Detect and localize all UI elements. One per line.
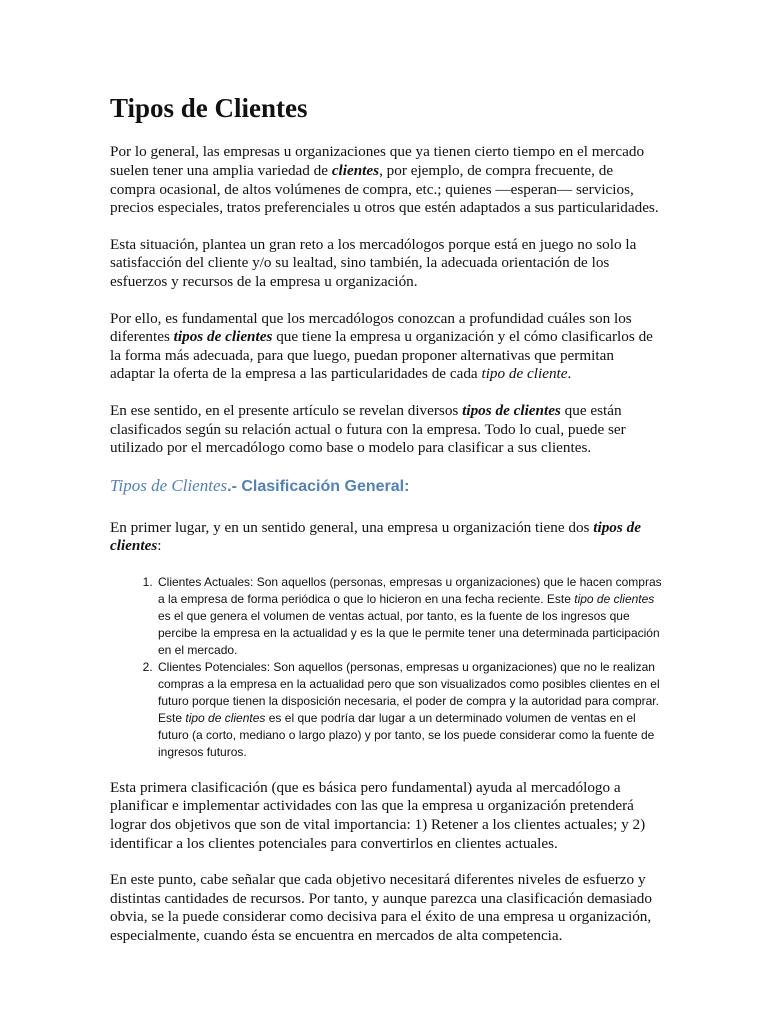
text-run: . bbox=[567, 365, 572, 383]
list-item-current-clients bbox=[156, 574, 662, 659]
emphasis-text: clientes bbox=[331, 161, 380, 179]
paragraph-challenge: Esta situación, plantea un gran reto a los mercadólogos porque está en juego no solo la satisfacción del cliente y/o su lealtad, sino también, la adecuada orientación de los esfuerzos y recursos de la empresa u organización. bbox=[110, 235, 637, 290]
paragraph-objectives: Esta primera clasificación (que es básica pero fundamental) ayuda al mercadólogo a planificar e implementar actividades con las que la empresa u organización pretenderá lograr dos objetivos que son de vital importancia: 1) Retener a los clientes actuales; y 2) identificar a los clientes potenciales para convertirlos en clientes actuales. bbox=[110, 778, 646, 852]
text-run: Clientes Potenciales: Son aquellos (personas, empresas u organizaciones) que no le realizan compras a la empresa en la actualidad pero que son visualizados como posibles clientes en el futuro porque tienen la disposición necesaria, el poder de compra y la autoridad para comprar. Este bbox=[158, 659, 660, 725]
text-run: que están clasificados según su relación actual o futura con la empresa. Todo lo cual, puede ser utilizado por el mercadólogo como base o modelo para clasificar a sus clientes. bbox=[110, 401, 626, 457]
list-item-potential-clients bbox=[156, 659, 662, 761]
paragraph-importance bbox=[110, 310, 662, 384]
heading-italic-part: Tipos de Clientes bbox=[110, 475, 228, 495]
emphasis-text: tipos de clientes bbox=[110, 518, 641, 555]
text-run: que tiene la empresa u organización y el cómo clasificarlos de la forma más adecuada, para que luego, puedan proponer alternativas que permitan adaptar la oferta de la empresa a las particularidades de cada bbox=[110, 328, 653, 383]
text-run: es el que podría dar lugar a un determinado volumen de ventas en el futuro (a corto, mediano o largo plazo) y por tanto, se los puede considerar como la fuente de ingresos futuros. bbox=[158, 710, 655, 759]
italic-text: tipo de clientes bbox=[185, 710, 266, 725]
emphasis-text: tipos de clientes bbox=[462, 401, 561, 419]
text-run: es el que genera el volumen de ventas actual, por tanto, es la fuente de los ingresos que percibe la empresa en la actualidad y es la que le permite tener una determinada participación en el mercado. bbox=[158, 608, 660, 657]
text-run: , por ejemplo, de compra frecuente, de compra ocasional, de altos volúmenes de compra, etc.; quienes —esperan— servicios, precios especiales, tratos preferenciales u otros que estén adaptados a sus particularidades. bbox=[110, 161, 659, 217]
text-run: Clientes Actuales: Son aquellos (personas, empresas u organizaciones) que le hacen compras a la empresa de forma periódica o que lo hicieron en una fecha reciente. Este bbox=[158, 574, 662, 606]
page-title: Tipos de Clientes bbox=[110, 93, 308, 123]
paragraph-intro bbox=[110, 143, 662, 217]
heading-text-part: .- Clasificación General: bbox=[227, 477, 410, 495]
text-run: Por ello, es fundamental que los mercadólogos conozcan a profundidad cuáles son los diferentes bbox=[110, 309, 632, 346]
emphasis-text: tipos de clientes bbox=[173, 328, 273, 346]
paragraph-general bbox=[110, 519, 662, 556]
italic-text: tipo de cliente bbox=[481, 365, 568, 383]
text-run: En primer lugar, y en un sentido general, una empresa u organización tiene dos bbox=[110, 518, 594, 536]
text-run: En ese sentido, en el presente artículo se revelan diversos bbox=[110, 401, 463, 419]
text-run: Por lo general, las empresas u organizaciones que ya tienen cierto tiempo en el mercado suelen tener una amplia variedad de bbox=[110, 143, 645, 179]
article-body bbox=[110, 92, 662, 964]
client-types-list bbox=[110, 574, 662, 761]
italic-text: tipo de clientes bbox=[574, 591, 655, 606]
text-run: : bbox=[157, 537, 162, 555]
paragraph-conclusion: En este punto, cabe señalar que cada objetivo necesitará diferentes niveles de esfuerzo y distintas cantidades de recursos. Por tanto, y aunque parezca una clasificación demasiado obvia, se la puede considerar como decisiva para el éxito de una empresa u organización, especialmente, cuando ésta se encuentra en mercados de alta competencia. bbox=[110, 871, 652, 945]
paragraph-purpose bbox=[110, 402, 662, 458]
section-heading bbox=[110, 476, 662, 497]
